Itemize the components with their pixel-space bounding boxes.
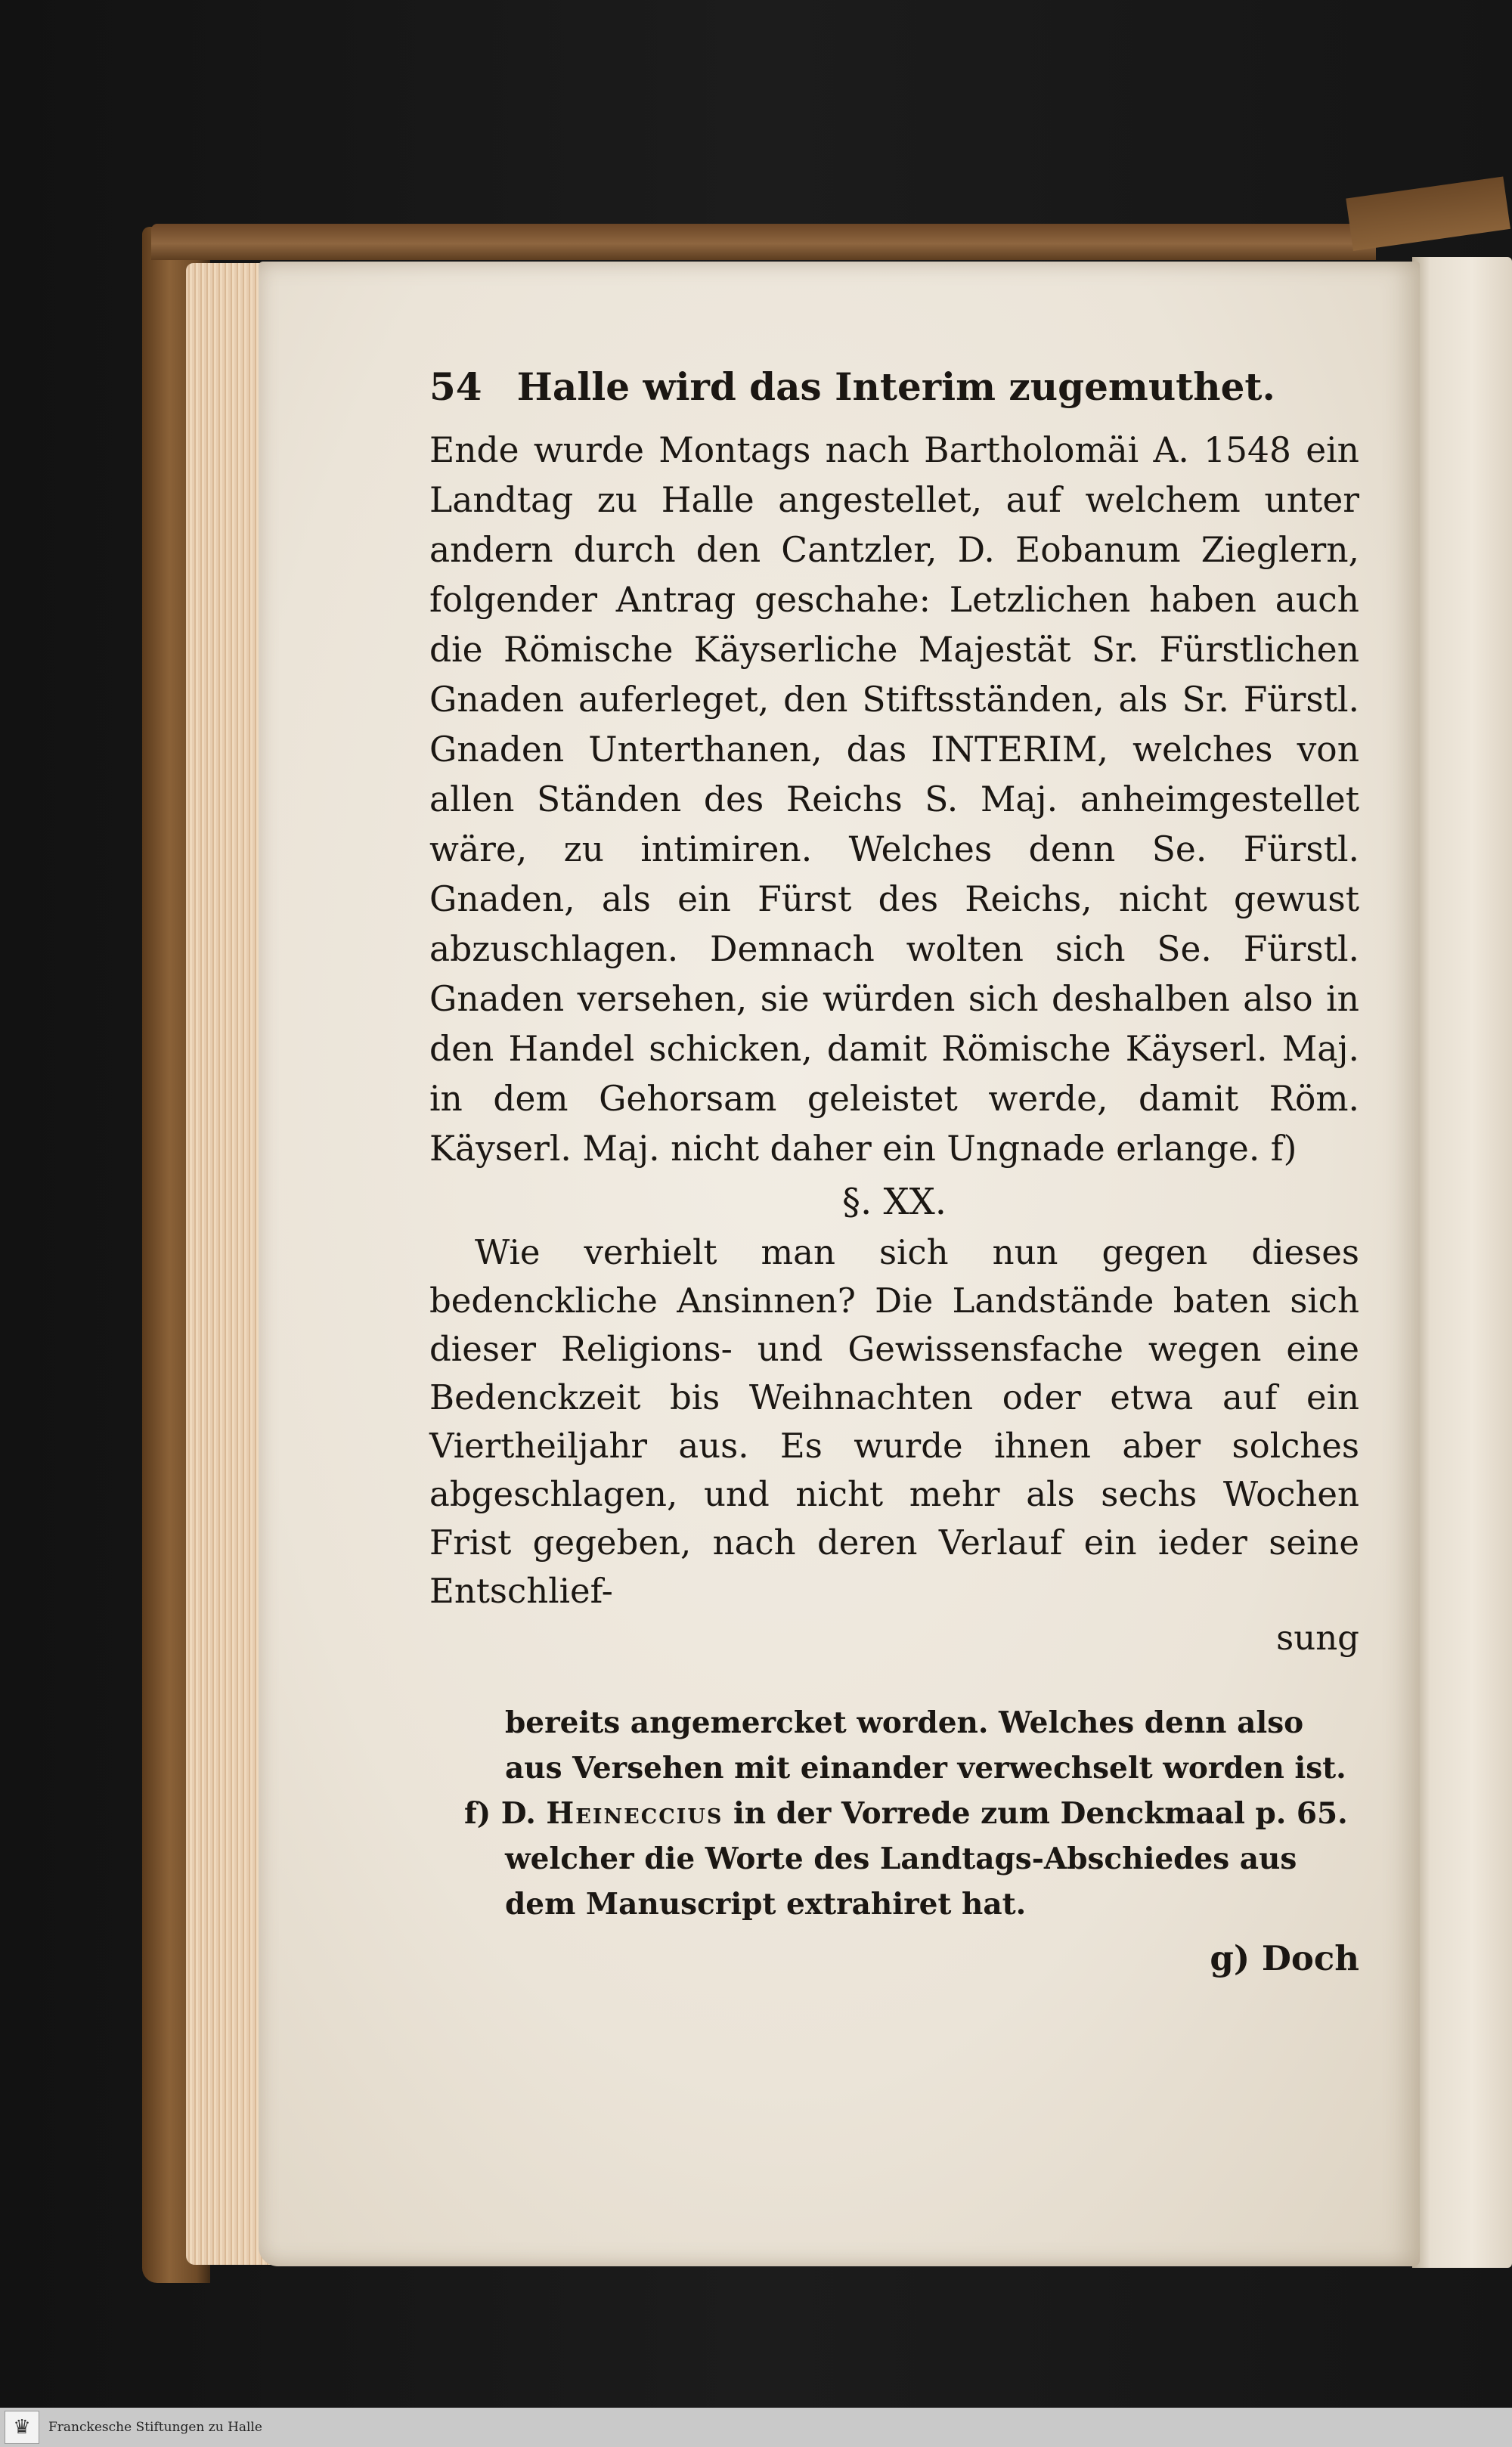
footnote-f xyxy=(429,1791,1359,1927)
page-header xyxy=(429,364,1359,409)
body-paragraph: Ende wurde Montags nach Bartholomäi A. 1548 ein Landtag zu Halle angestellet, auf welchem unter andern durch den Cantzler, D. Eobanum Zieglern, folgender Antrag geschahe: Letzlichen haben auch die Römische Käyserliche Majestät Sr. Fürstlichen Gnaden auferleget, den Stiftsständen, als Sr. Fürstl. Gnaden Unterthanen, das INTERIM, welches von allen Ständen des Reichs S. Maj. anheimgestellet wäre, zu intimiren. Welches denn Se. Fürstl. Gnaden, als ein Fürst des Reichs, nicht gewust abzuschlagen. Demnach wolten sich Se. Fürstl. Gnaden versehen, sie würden sich deshalben also in den Handel schicken, damit Römische Käyserl. Maj. in dem Gehorsam geleistet werde, damit Röm. Käyserl. Maj. nicht daher ein Ungnade erlange. f) xyxy=(429,430,1359,1169)
footnote-f-author: Heineccius xyxy=(546,1796,723,1831)
section-paragraph: Wie verhielt man sich nun gegen dieses bedenckliche Ansinnen? Die Landstände baten sich dieser Religions- und Gewissensfache wegen eine Bedenckzeit bis Weihnachten oder etwa auf ein Viertheiljahr aus. Es wurde ihnen aber solches abgeschlagen, und nicht mehr als sechs Wochen Frist gegeben, nach deren Verlauf ein ieder seine Entschlief- xyxy=(429,1232,1359,1611)
footer-institution: Franckesche Stiftungen zu Halle xyxy=(48,2420,262,2435)
page-text xyxy=(429,364,1359,1981)
book-cover-top-edge xyxy=(151,224,1376,260)
section-mark: §. XX. xyxy=(841,1181,947,1223)
footnote-catchword: g) Doch xyxy=(1210,1938,1359,1978)
running-title: Halle wird das Interim zugemuthet. xyxy=(516,364,1275,409)
book-page xyxy=(259,262,1420,2266)
seal-icon: ♛ xyxy=(5,2411,39,2444)
facing-page-edge xyxy=(1412,257,1512,2268)
footer-bar xyxy=(0,2408,1512,2447)
page-number: 54 xyxy=(429,364,482,409)
footnote-continuation: bereits angemercket worden. Welches denn also aus Versehen mit einander verwechselt worden ist. xyxy=(505,1705,1346,1786)
footnote-f-text: in der Vorrede zum Denckmaal p. 65. welcher die Worte des Landtags-Abschiedes aus dem Manuscript extrahiret hat. xyxy=(505,1796,1348,1922)
catchword: sung xyxy=(1276,1618,1359,1658)
footnotes xyxy=(429,1700,1359,1981)
footnote-f-marker: f) D. xyxy=(464,1796,536,1831)
